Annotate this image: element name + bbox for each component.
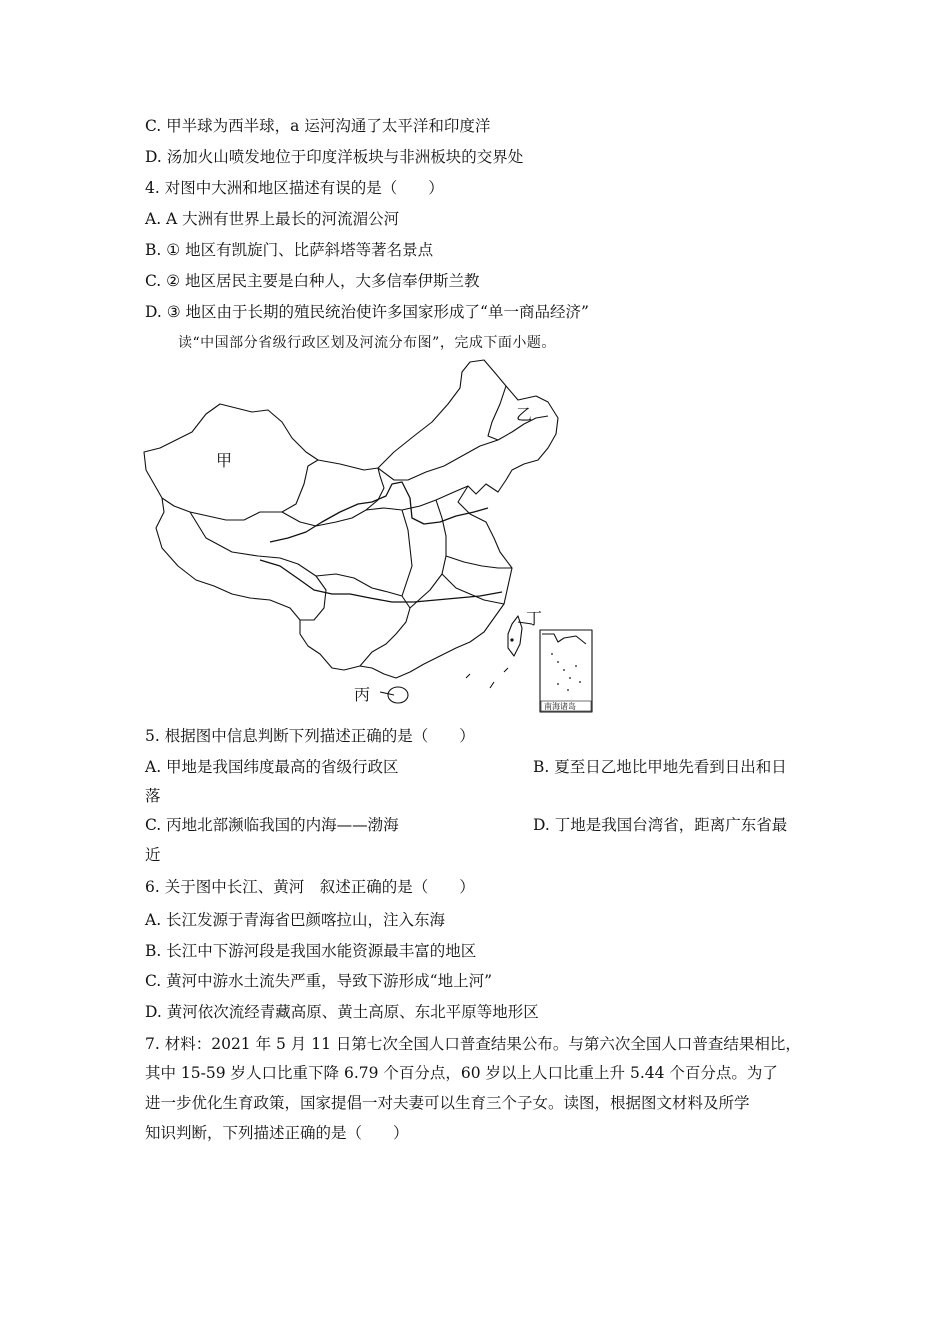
q4-option-a: A. A 大洲有世界上最长的河流湄公河 bbox=[145, 210, 400, 228]
q4-option-c: C. ② 地区居民主要是白种人，大多信奉伊斯兰教 bbox=[145, 272, 480, 290]
province-boundary-yi bbox=[488, 386, 506, 440]
map-intro: 读“中国部分省级行政区划及河流分布图”，完成下面小题。 bbox=[178, 335, 556, 351]
q6-stem: 6. 关于图中长江、黄河 叙述正确的是（ ） bbox=[145, 878, 475, 896]
q4-option-b: B. ① 地区有凯旋门、比萨斜塔等著名景点 bbox=[145, 241, 434, 259]
map-label-bing: 丙 bbox=[354, 685, 371, 704]
map-label-yi: 乙 bbox=[516, 405, 533, 424]
map-label-ding: 丁 bbox=[526, 609, 543, 628]
q6-option-a: A. 长江发源于青海省巴颜喀拉山，注入东海 bbox=[145, 911, 446, 929]
q4-stem: 4. 对图中大洲和地区描述有误的是（ ） bbox=[145, 179, 444, 197]
q5-option-c: C. 丙地北部濒临我国的内海——渤海 bbox=[145, 816, 399, 834]
q3-option-d: D. 汤加火山喷发地位于印度洋板块与非洲板块的交界处 bbox=[145, 148, 524, 166]
q7-line-3: 进一步优化生育政策，国家提倡一对夫妻可以生育三个子女。读图，根据图文材料及所学 bbox=[145, 1094, 750, 1112]
hainan-island bbox=[388, 687, 408, 703]
province-boundary-sichuan bbox=[316, 574, 410, 666]
map-label-jia: 甲 bbox=[216, 451, 233, 470]
q5-option-a: A. 甲地是我国纬度最高的省级行政区 bbox=[145, 758, 399, 776]
q4-option-d: D. ③ 地区由于长期的殖民统治使许多国家形成了“单一商品经济” bbox=[145, 303, 589, 321]
q7-line-2: 其中 15-59 岁人口比重下降 6.79 个百分点，60 岁以上人口比重上升 5.44 个百分点。为了 bbox=[145, 1064, 778, 1082]
yangtze-river bbox=[260, 560, 502, 602]
china-province-river-map bbox=[140, 352, 600, 720]
q6-option-c: C. 黄河中游水土流失严重，导致下游形成“地上河” bbox=[145, 972, 493, 990]
q5-option-d: D. 丁地是我国台湾省，距离广东省最 bbox=[533, 816, 788, 834]
q3-option-c: C. 甲半球为西半球，a 运河沟通了太平洋和印度洋 bbox=[145, 117, 491, 135]
inset-label-south-china-sea: 南海诸岛 bbox=[544, 702, 576, 711]
q7-line-4: 知识判断，下列描述正确的是（ ） bbox=[145, 1124, 409, 1142]
province-boundary-neimenggu bbox=[378, 416, 548, 480]
province-boundary-qinghai bbox=[282, 468, 384, 526]
q6-option-d: D. 黄河依次流经青藏高原、黄土高原、东北平原等地形区 bbox=[145, 1003, 539, 1021]
q6-option-b: B. 长江中下游河段是我国水能资源最丰富的地区 bbox=[145, 942, 477, 960]
province-boundary-tibet bbox=[190, 512, 326, 620]
china-outline bbox=[144, 360, 558, 678]
q5-option-b: B. 夏至日乙地比甲地先看到日出和日 bbox=[533, 758, 787, 776]
label-pointer-bing bbox=[380, 692, 394, 695]
q5-stem: 5. 根据图中信息判断下列描述正确的是（ ） bbox=[145, 727, 475, 745]
q5-option-b-wrap: 落 bbox=[145, 787, 161, 805]
q5-option-d-wrap: 近 bbox=[145, 846, 161, 864]
q7-line-1: 7. 材料：2021 年 5 月 11 日第七次全国人口普查结果公布。与第六次全国人口普查结果相比， bbox=[145, 1035, 801, 1053]
province-boundary-jia bbox=[162, 460, 318, 520]
